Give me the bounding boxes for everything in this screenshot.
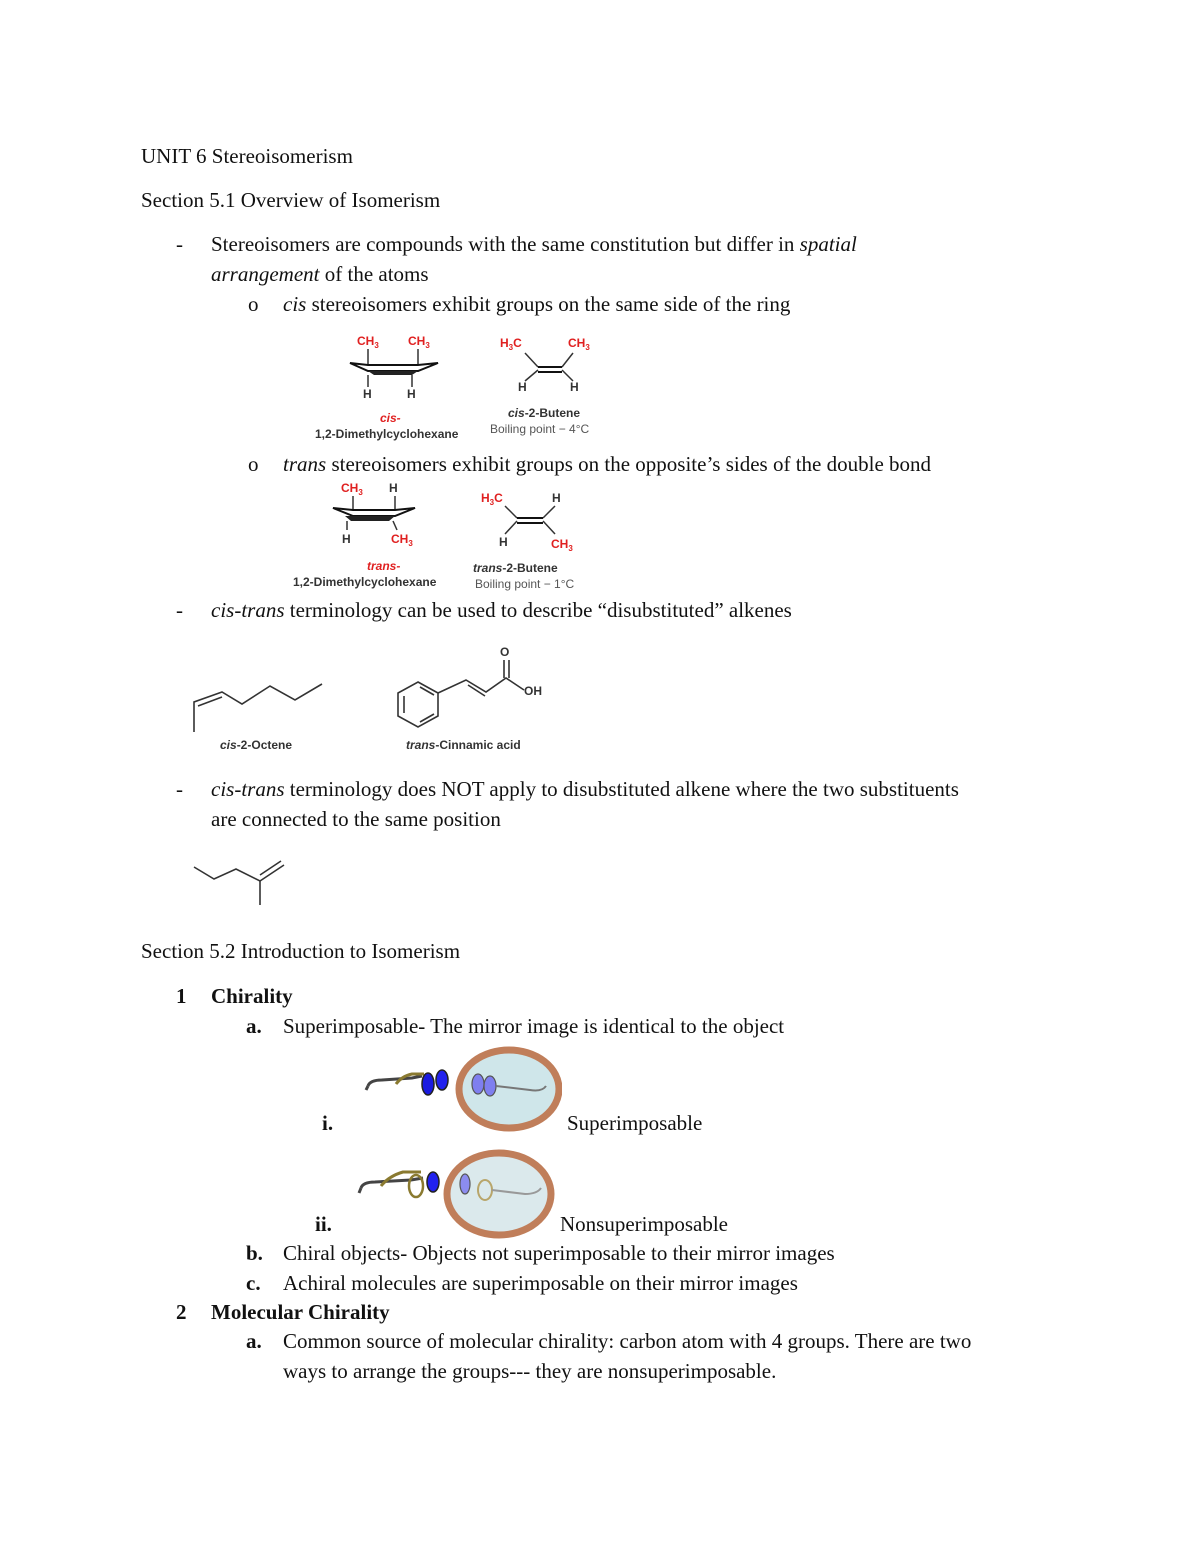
svg-text:cis-2-Octene: cis-2-Octene — [220, 738, 293, 752]
molecular-chirality-text-cont: ways to arrange the groups--- they are nonsuperimposable. — [283, 1359, 777, 1383]
trans-cyclohexane-structure — [293, 481, 437, 589]
glasses-object-icon — [366, 1070, 448, 1095]
svg-text:trans-2-Butene: trans-2-Butene — [473, 561, 558, 575]
svg-text:O: O — [500, 645, 510, 659]
molecular-chirality-heading: Molecular Chirality — [211, 1300, 390, 1324]
svg-text:H: H — [363, 387, 372, 401]
superimposable-label: Superimposable — [567, 1111, 703, 1135]
svg-text:CH3: $CH_3$ — [551, 537, 573, 553]
roman-marker-i: i. — [322, 1111, 334, 1135]
svg-text:H: H — [518, 380, 527, 394]
same-position-alkene-structure — [190, 855, 300, 915]
sub-bullet-marker: o — [248, 452, 259, 476]
svg-text:CH3: $CH_3$ — [341, 481, 363, 497]
molecular-chirality-text: Common source of molecular chirality: carbon atom with 4 groups. There are two — [283, 1329, 972, 1353]
bullet-dash: - — [176, 598, 183, 622]
svg-text:H: H — [389, 481, 398, 495]
svg-text:H: H — [342, 532, 351, 546]
disubstituted-alkenes-figure — [180, 640, 560, 760]
roman-marker-ii: ii. — [315, 1212, 332, 1236]
list-marker: a. — [246, 1014, 262, 1038]
unit-title: UNIT 6 Stereoisomerism — [141, 144, 353, 168]
list-number: 1 — [176, 984, 187, 1008]
trans-2-butene-structure — [473, 491, 575, 591]
svg-text:CH3: $CH_3$ — [391, 532, 413, 548]
trans-isomers-figure — [285, 478, 615, 598]
svg-text:1,2-Dimethylcyclohexane: 1,2-Dimethylcyclohexane — [315, 427, 459, 441]
mirror-icon — [447, 1153, 551, 1235]
chiral-objects-definition: Chiral objects- Objects not superimposable to their mirror images — [283, 1241, 835, 1265]
cis-2-butene-structure — [490, 336, 590, 436]
svg-text:CH3: $CH_3$ — [568, 336, 590, 352]
glasses-object-icon — [359, 1172, 439, 1197]
trans-cinnamic-acid-structure — [398, 645, 542, 752]
glasses-nonsuperimposable-illustration — [355, 1146, 565, 1246]
trans-item-text: trans stereoisomers exhibit groups on the opposite’s sides of the double bond — [283, 452, 932, 476]
glasses-superimposable-illustration — [362, 1046, 562, 1142]
cis-2-octene-structure — [194, 684, 322, 752]
svg-text:CH3: $CH_3$ — [357, 334, 379, 350]
bullet-stereoisomers-text-cont: arrangement of the atoms — [211, 262, 429, 286]
cis-trans-not-apply-text: cis-trans terminology does NOT apply to disubstituted alkene where the two substituents — [211, 777, 959, 801]
cis-trans-not-apply-text-cont: are connected to the same position — [211, 807, 501, 831]
section-5-1-title: Section 5.1 Overview of Isomerism — [141, 188, 441, 212]
bullet-dash: - — [176, 777, 183, 801]
cis-isomers-figure — [300, 325, 630, 445]
list-number: 2 — [176, 1300, 187, 1324]
svg-text:trans-Cinnamic acid: trans-Cinnamic acid — [406, 738, 521, 752]
cis-cyclohexane-structure — [315, 334, 459, 441]
cis-item-text: cis stereoisomers exhibit groups on the same side of the ring — [283, 292, 791, 316]
svg-text:Boiling point − 1°C: Boiling point − 1°C — [475, 577, 575, 591]
svg-text:trans-: trans- — [367, 559, 401, 573]
svg-text:Boiling point − 4°C: Boiling point − 4°C — [490, 422, 590, 436]
bullet-dash: - — [176, 232, 183, 256]
svg-text:cis-: cis- — [380, 411, 401, 425]
cis-trans-terminology-text: cis-trans terminology can be used to describe “disubstituted” alkenes — [211, 598, 792, 622]
list-marker: a. — [246, 1329, 262, 1353]
svg-text:H: H — [407, 387, 416, 401]
chirality-heading: Chirality — [211, 984, 293, 1008]
achiral-molecules-definition: Achiral molecules are superimposable on their mirror images — [283, 1271, 798, 1295]
bullet-stereoisomers-text: Stereoisomers are compounds with the same constitution but differ in spatial — [211, 232, 857, 256]
svg-text:OH: OH — [524, 684, 542, 698]
svg-text:H3C: $H_3C$ — [500, 336, 522, 352]
svg-text:H: H — [570, 380, 579, 394]
sub-bullet-marker: o — [248, 292, 259, 316]
section-5-2-title: Section 5.2 Introduction to Isomerism — [141, 939, 461, 963]
list-marker: b. — [246, 1241, 263, 1265]
superimposable-definition: Superimposable- The mirror image is identical to the object — [283, 1014, 785, 1038]
svg-text:H: H — [499, 535, 508, 549]
svg-text:H: H — [552, 491, 561, 505]
nonsuperimposable-label: Nonsuperimposable — [560, 1212, 728, 1236]
list-marker: c. — [246, 1271, 261, 1295]
svg-text:1,2-Dimethylcyclohexane: 1,2-Dimethylcyclohexane — [293, 575, 437, 589]
svg-text:H3C: $H_3C$ — [481, 491, 503, 507]
svg-text:CH3: $CH_3$ — [408, 334, 430, 350]
svg-text:cis-2-Butene: cis-2-Butene — [508, 406, 581, 420]
